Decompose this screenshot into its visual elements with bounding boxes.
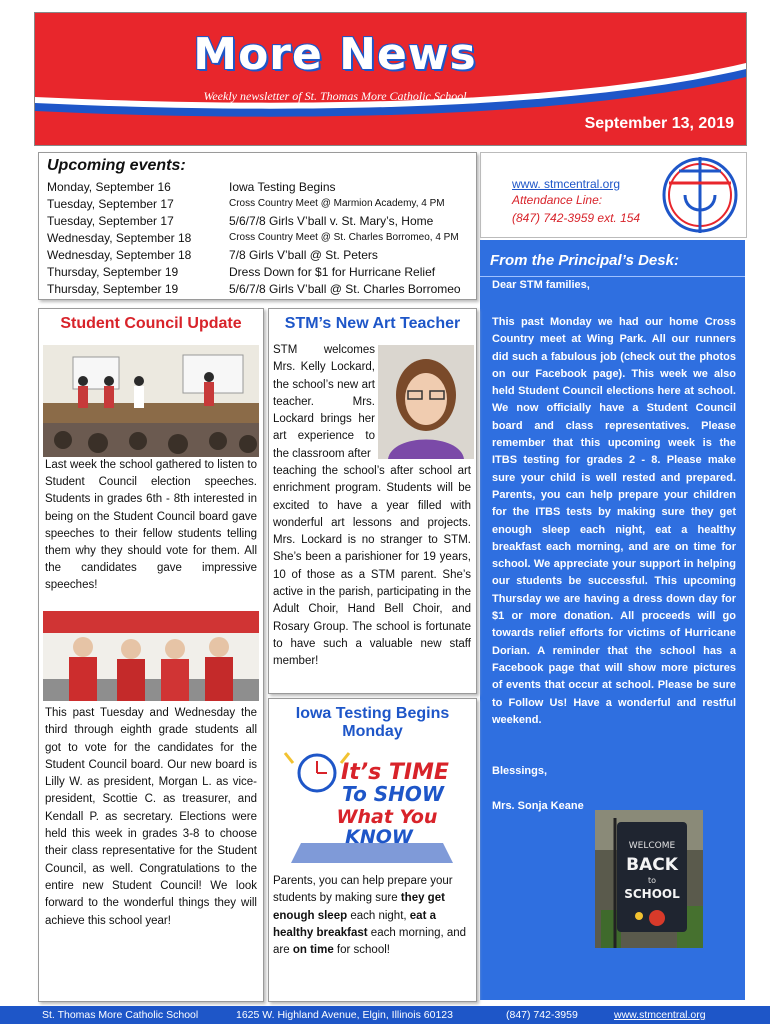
council-paragraph-2: This past Tuesday and Wednesday the third through eighth grade students all got to vote for the candidates for the Student Council board. Our new board is Lilly W. as president, Morgan L. as vice-president, Scottie C. as treasurer, and Kendall P. as secretary. Elections were held this week in grades 3-8 to choose their class representative for the Student Council, as well. Congratulations to the entire new Student Council! We look forward to the wonderful things they will achieve this school year! bbox=[45, 707, 257, 927]
iowa-text-part: Parents, you can help prepare your students by making sure bbox=[273, 875, 453, 905]
graphic-line-3: What You bbox=[336, 806, 438, 828]
sign-welcome: WELCOME bbox=[628, 841, 676, 851]
iowa-paragraph bbox=[273, 873, 473, 959]
iowa-emphasis: eat a healthy breakfast bbox=[273, 909, 436, 939]
time-to-show-graphic bbox=[283, 733, 463, 873]
iowa-testing-box bbox=[268, 698, 477, 1002]
iowa-emphasis: on time bbox=[292, 944, 334, 957]
event-date: Monday, September 16 bbox=[47, 180, 171, 194]
art-paragraph-1: STM welcomes Mrs. Kelly Lockard, the school’s new art teacher. Mrs. Lockard brings her art experience to the classroom after bbox=[273, 344, 375, 460]
attendance-phone: (847) 742-3959 ext. 154 bbox=[512, 211, 641, 225]
council-speeches-photo bbox=[43, 345, 259, 457]
council-title: Student Council Update bbox=[60, 315, 242, 332]
sign-to: to bbox=[647, 876, 657, 885]
art-teacher-photo bbox=[378, 345, 474, 459]
principal-letter: This past Monday we had our home Cross Country meet at Wing Park. All our runners did such a fabulous job (check out the photos on our Facebook page). This week we also held Student Council elections here at school. We now officially have a Student Council board and class representatives. Please remember that this upcoming week is the ITBS testing for grades 2 - 8. Please make sure your child is well rested and prepared. Parents, you can help prepare your children for the ITBS tests by making sure they get enough sleep each night, eat a healthy breakfast each morning, and are on time for school. We appreciate your support in helping our students be successful. This upcoming Thursday we are having a dress down day for $1 or more donation. All proceeds will go towards relief efforts for victims of Hurricane Dorian. A reminder that the school has a Facebook page that will show more pictures of events that occur at school. Please be sure to Follow Us! Have a wonderful and restful weekend. bbox=[492, 316, 736, 726]
iowa-emphasis: they get enough sleep bbox=[273, 892, 445, 922]
principal-closing: Blessings, bbox=[492, 765, 548, 777]
divider bbox=[480, 276, 745, 277]
principal-signature: Mrs. Sonja Keane bbox=[492, 800, 584, 812]
masthead-banner bbox=[34, 12, 747, 146]
iowa-text-part: each morning, and are bbox=[273, 926, 467, 957]
event-date: Thursday, September 19 bbox=[47, 265, 179, 279]
event-desc: 7/8 Girls V’ball @ St. Peters bbox=[229, 248, 378, 262]
masthead-title: More News bbox=[193, 29, 477, 80]
event-desc: 5/6/7/8 Girls V’ball v. St. Mary’s, Home bbox=[229, 214, 434, 228]
sign-school: SCHOOL bbox=[624, 887, 680, 901]
graphic-line-2: To SHOW bbox=[342, 782, 444, 806]
event-date: Wednesday, September 18 bbox=[47, 231, 192, 245]
iowa-text-part: each night, bbox=[347, 909, 410, 922]
footer-phone: (847) 742-3959 bbox=[506, 1009, 578, 1021]
principal-column bbox=[480, 240, 745, 1000]
events-title: Upcoming events: bbox=[47, 157, 186, 174]
principal-title: From the Principal’s Desk: bbox=[490, 252, 679, 269]
art-title: STM’s New Art Teacher bbox=[284, 315, 461, 332]
event-desc: Iowa Testing Begins bbox=[229, 180, 336, 194]
welcome-back-sign-photo bbox=[595, 810, 703, 948]
event-desc: Dress Down for $1 for Hurricane Relief bbox=[229, 265, 436, 279]
iowa-title: Iowa Testing Begins Monday bbox=[295, 705, 450, 740]
event-date: Tuesday, September 17 bbox=[47, 214, 174, 228]
tagline: Weekly newsletter of St. Thomas More Catholic School bbox=[203, 89, 467, 103]
footer-website-link[interactable]: www.stmcentral.org bbox=[614, 1009, 706, 1021]
footer-address: 1625 W. Highland Avenue, Elgin, Illinois 60123 bbox=[236, 1009, 453, 1021]
event-date: Thursday, September 19 bbox=[47, 282, 179, 296]
school-logo bbox=[655, 153, 745, 237]
attendance-label: Attendance Line: bbox=[512, 193, 603, 207]
council-board-photo bbox=[43, 611, 259, 701]
event-date: Wednesday, September 18 bbox=[47, 248, 192, 262]
footer-bar bbox=[0, 1006, 770, 1024]
event-date: Tuesday, September 17 bbox=[47, 197, 174, 211]
council-paragraph-1: Last week the school gathered to listen to Student Council election speeches. Students in grades 6th - 8th interested in being on the Student Council board gave speeches to their fellow students telling them why they should vote for them. All the candidates gave impressive speeches! bbox=[45, 459, 257, 592]
graphic-line-4: KNOW bbox=[345, 826, 413, 848]
principal-greeting: Dear STM families, bbox=[492, 279, 590, 291]
sign-back: BACK bbox=[626, 855, 678, 875]
issue-date: September 13, 2019 bbox=[584, 115, 734, 132]
event-desc: 5/6/7/8 Girls V’ball @ St. Charles Borromeo bbox=[229, 282, 461, 296]
art-paragraph-2: teaching the school’s after school art enrichment program. Students will be excited to have a year filled with wonderful art lessons and projects. Mrs. Lockard is no stranger to STM. She’s been a parishioner for 19 years, 10 of those as a STM parent. She’s active in the parish, participating in the Adult Choir, Hand Bell Choir, and Rosary Group. The school is fortunate to have such a valuable new staff member! bbox=[273, 465, 471, 668]
footer-school: St. Thomas More Catholic School bbox=[42, 1009, 199, 1021]
graphic-line-1: It’s TIME bbox=[341, 760, 449, 785]
iowa-text-part: for school! bbox=[333, 944, 390, 957]
contact-box bbox=[480, 152, 747, 238]
event-desc: Cross Country Meet @ St. Charles Borromeo, 4 PM bbox=[229, 232, 459, 243]
student-council-box bbox=[38, 308, 264, 1002]
website-link[interactable]: www. stmcentral.org bbox=[512, 177, 621, 191]
upcoming-events-box bbox=[38, 152, 477, 300]
art-teacher-box bbox=[268, 308, 477, 694]
event-desc: Cross Country Meet @ Marmion Academy, 4 PM bbox=[229, 198, 445, 209]
